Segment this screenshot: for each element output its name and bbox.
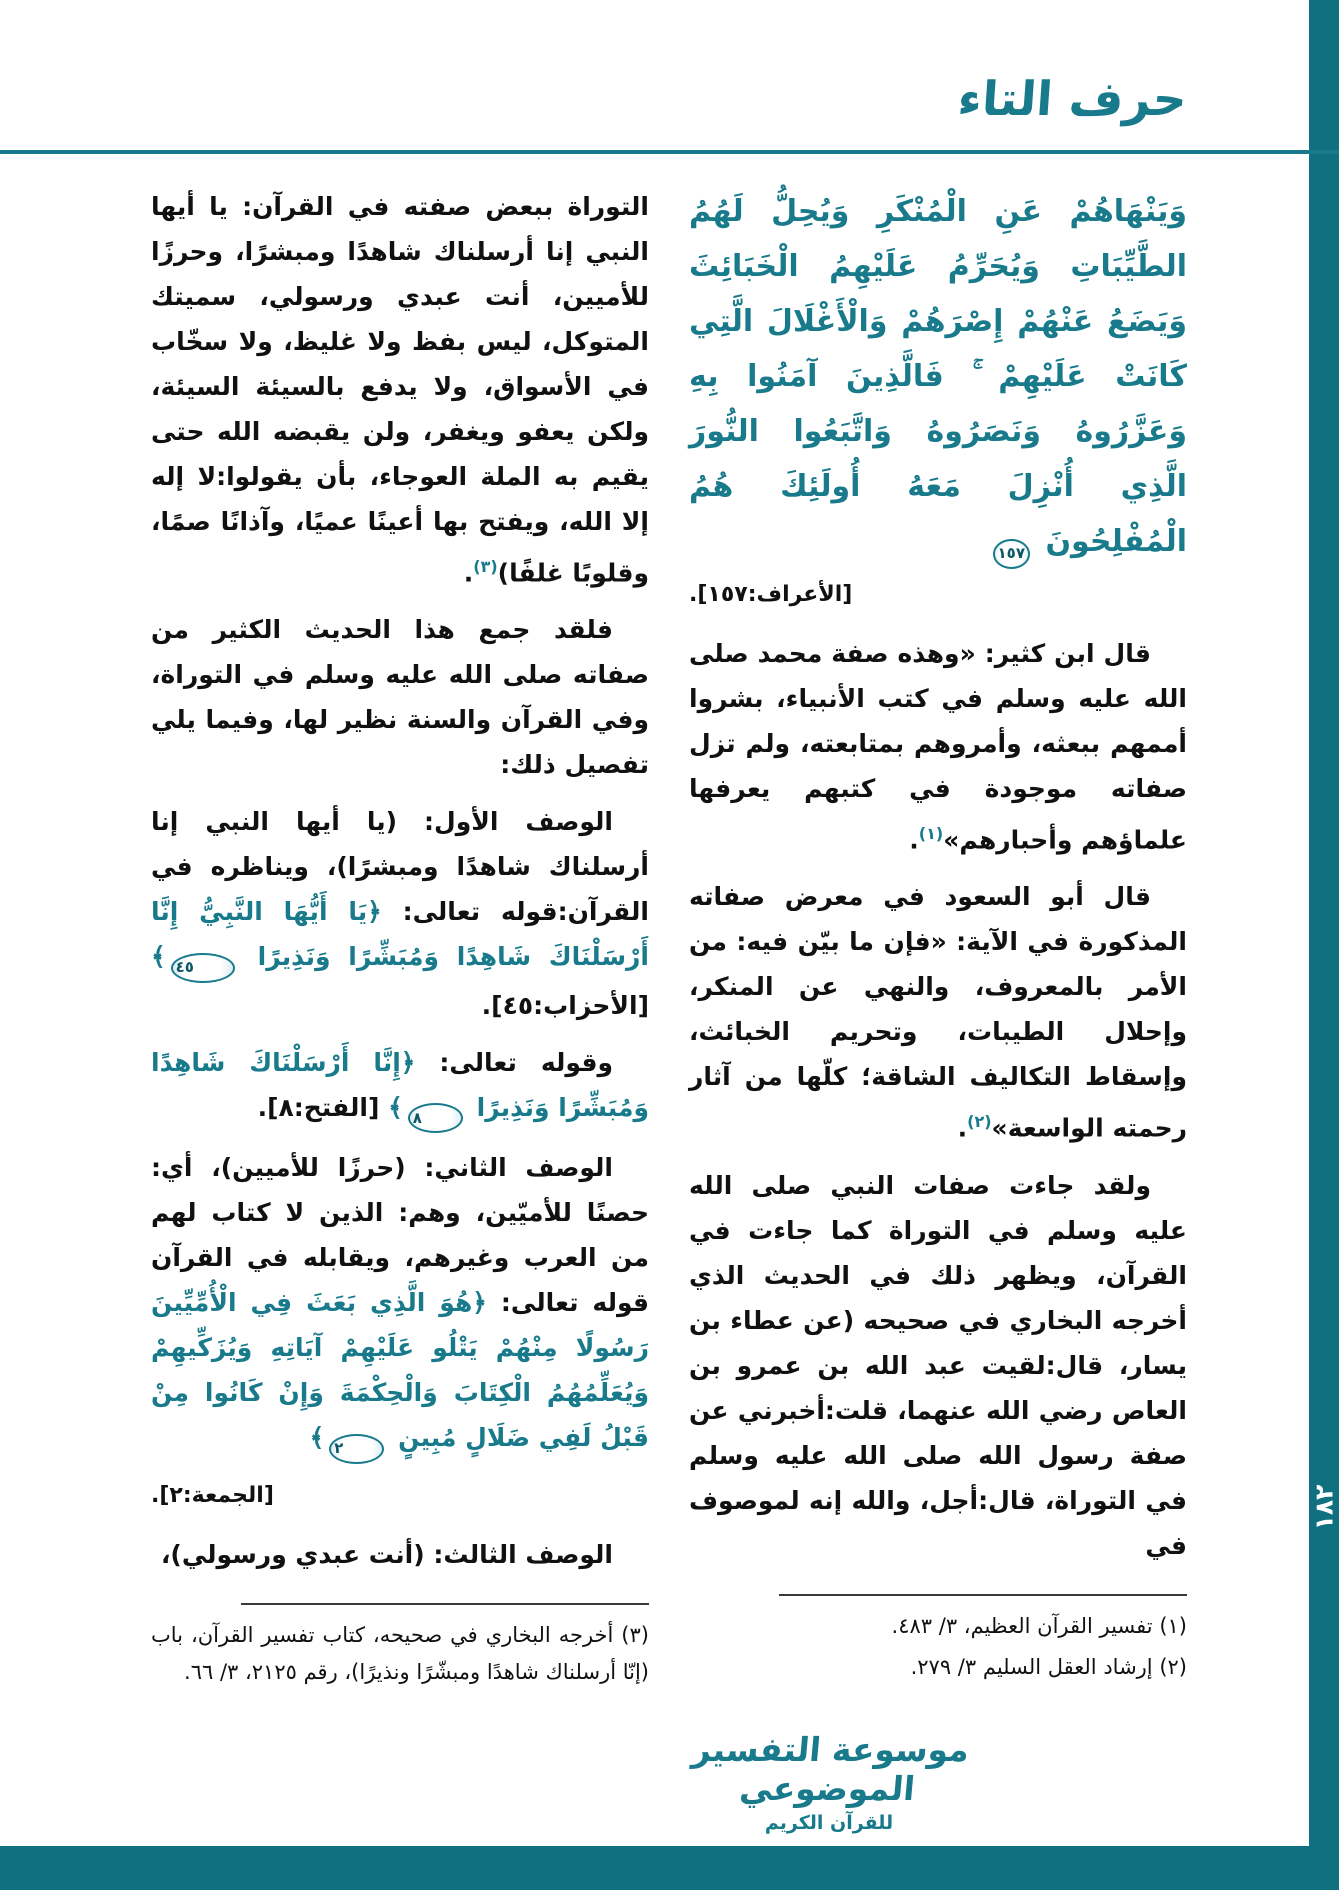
quran-quote-fath: ﴿إِنَّا أَرْسَلْنَاكَ شَاهِدًا وَمُبَشِّرًا وَنَذِيرًا [151,1047,649,1122]
ayah-marker-157: ١٥٧ [993,539,1030,569]
quran-close-bracket: ﴾ [388,1092,403,1122]
verse-reference: [الأحزاب:٤٥]. [481,990,649,1020]
footnote-1: (١) تفسير القرآن العظيم، ٣/ ٤٨٣. [891,1613,1187,1638]
page-bottom-band [0,1846,1339,1890]
jumuah-verse-reference: [الجمعة:٢]. [151,1482,274,1508]
header-rule [0,150,1339,154]
verse-reference: [الفتح:٨]. [257,1092,389,1122]
quran-close-bracket: ﴾ [151,942,166,972]
footnote-3: (٣) أخرجه البخاري في صحيحه، كتاب تفسير القرآن، باب (إنّا أرسلناك شاهدًا ومبشّرًا ونذيرًا)، رقم ٢١٢٥، ٣/ ٦٦. [151,1622,649,1684]
opening-verse-block [689,184,1187,569]
paragraph-ibn-kathir [689,631,1187,862]
publisher-logo [639,1730,1019,1834]
period: . [909,825,919,855]
paragraph-wasf-1 [151,799,649,1028]
paragraph-text: وقوله تعالى: [415,1047,613,1077]
footnote-2: (٢) إرشاد العقل السليم ٣/ ٢٧٩. [910,1654,1187,1679]
two-column-content [151,184,1187,1695]
period: . [957,1113,968,1143]
footnote-separator [241,1603,649,1605]
ayah-marker-45: ٤٥ [171,953,235,983]
publisher-logo-title: موسوعة التفسير الموضوعي [690,1730,971,1808]
opening-verse-reference: [الأعراف:١٥٧]. [689,582,853,607]
paragraph-text: قال ابن كثير: «وهذه صفة محمد صلى الله عليه وسلم في كتب الأنبياء، بشروا أممهم ببعثه، وأمروهم بمتابعته، ولم تزل صفاته موجودة في كتبهم يعرفها علماؤهم وأحبارهم» [689,639,1187,855]
chapter-heading: حرف التاء [956,72,1189,127]
paragraph-abu-saud [689,874,1187,1150]
footnote-marker-3: (٣) [473,557,498,576]
publisher-logo-subtitle: للقرآن الكريم [764,1812,894,1834]
paragraph-fath-quote [151,1040,649,1134]
footnote-marker-2: (٢) [967,1112,992,1132]
period: . [463,558,474,588]
page-number: ١٨٢ [1309,1484,1339,1530]
column-left [151,184,649,1695]
quran-close-bracket: ﴾ [309,1423,325,1453]
page-number-tab [1309,1462,1339,1552]
paragraph-hadith-intro [689,1163,1187,1568]
page-edge-strip [1309,0,1339,1890]
paragraph-text: الوصف الثاني: (حرزًا للأميين)، أي: حصنًا للأميّين، وهم: الذين لا كتاب لهم من العرب وغيرهم، ويقابله في القرآن قوله تعالى: [151,1153,649,1318]
paragraph-torah-description [151,184,649,595]
footnotes-right [689,1608,1187,1686]
paragraph-text: ولقد جاءت صفات النبي صلى الله عليه وسلم في التوراة كما جاءت في القرآن، ويظهر ذلك في الحديث الذي أخرجه البخاري في صحيحه (عن عطاء بن يسار، قال:لقيت عبد الله بن عمرو بن العاص رضي الله عنهما، قلت:أخبرني عن صفة رسول الله صلى الله عليه وسلم في التوراة، قال:أجل، والله إنه لموصوف في [689,1170,1187,1560]
paragraph-text: التوراة ببعض صفته في القرآن: يا أيها النبي إنا أرسلناك شاهدًا ومبشرًا، وحرزًا للأميين، أنت عبدي ورسولي، سميتك المتوكل، ليس بفظ ولا غليظ، ولا سخّاب في الأسواق، ولا يدفع بالسيئة السيئة، ولكن يعفو ويغفر، ولن يقبضه الله حتى يقيم به الملة العوجاء، بأن يقولوا:لا إله إلا الله، ويفتح بها أعينًا عميًا، وآذانًا صمًا، وقلوبًا غلفًا) [151,192,649,588]
ayah-marker-8: ٨ [408,1103,463,1133]
paragraph-text: قال أبو السعود في معرض صفاته المذكورة في الآية: «فإن ما بيّن فيه: من الأمر بالمعروف، والنهي عن المنكر، وإحلال الطيبات، وتحريم الخبائث، وإسقاط التكاليف الشاقة؛ كلّها من آثار رحمته الواسعة» [689,882,1187,1143]
footnote-marker-1: (١) [918,824,944,843]
paragraph-text: الوصف الأول: (يا أيها النبي إنا أرسلناك شاهدًا ومبشرًا)، ويناظره في القرآن:قوله تعالى: [151,807,650,927]
opening-verse-text: وَيَنْهَاهُمْ عَنِ الْمُنْكَرِ وَيُحِلُّ لَهُمُ الطَّيِّبَاتِ وَيُحَرِّمُ عَلَيْهِمُ الْخَبَائِثَ وَيَضَعُ عَنْهُمْ إِصْرَهُمْ وَالْأَغْلَالَ الَّتِي كَانَتْ عَلَيْهِمْ ۚ فَالَّذِينَ آمَنُوا بِهِ وَعَزَّرُوهُ وَنَصَرُوهُ وَاتَّبَعُوا النُّورَ الَّذِي أُنْزِلَ مَعَهُ أُولَئِكَ هُمُ الْمُفْلِحُونَ [689,194,1187,559]
paragraph-wasf-3: الوصف الثالث: (أنت عبدي ورسولي)، [160,1539,613,1569]
quran-quote-jumuah: ﴿هُوَ الَّذِي بَعَثَ فِي الْأُمِّيِّينَ رَسُولًا مِنْهُمْ يَتْلُو عَلَيْهِمْ آيَاتِهِ وَيُزَكِّيهِمْ وَيُعَلِّمُهُمُ الْكِتَابَ وَالْحِكْمَةَ وَإِنْ كَانُوا مِنْ قَبْلُ لَفِي ضَلَالٍ مُبِينٍ [151,1288,649,1453]
quran-quote-ahzab: ﴿يَا أَيُّهَا النَّبِيُّ إِنَّا أَرْسَلْنَاكَ شَاهِدًا وَمُبَشِّرًا وَنَذِيرًا [151,897,649,972]
paragraph-wasf-2 [151,1145,649,1464]
ayah-marker-2: ٢ [329,1434,384,1464]
column-right [689,184,1187,1690]
footnote-separator [779,1594,1187,1596]
paragraph-summary: فلقد جمع هذا الحديث الكثير من صفاته صلى الله عليه وسلم في التوراة، وفي القرآن والسنة نظير لها، وفيما يلي تفصيل ذلك: [151,615,649,780]
